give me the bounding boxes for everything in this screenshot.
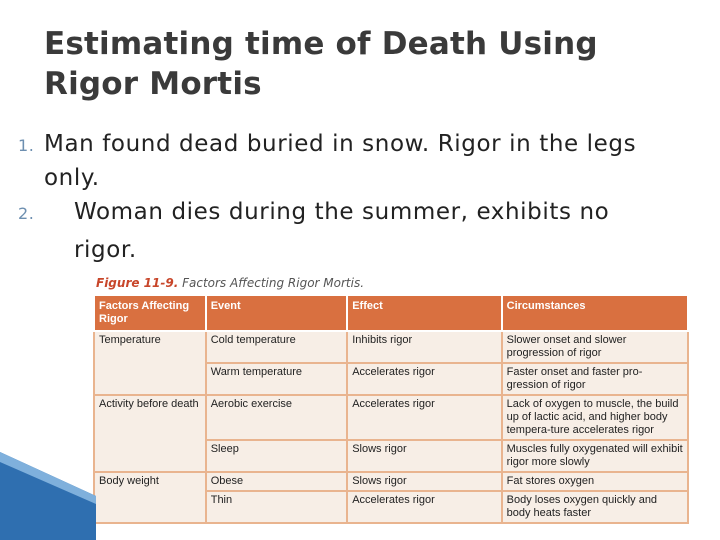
list-item [18,196,708,266]
table-row [94,331,688,363]
event-cell: Aerobic exercise [206,395,348,440]
list-item [18,128,708,194]
figure-label: Figure 11-9. [96,276,179,290]
column-header: Event [206,295,348,331]
effect-cell: Inhibits rigor [347,331,501,363]
column-header: Effect [347,295,501,331]
slide-title [44,24,684,104]
list-item-text: Woman dies during the summer, exhibits no [74,199,610,225]
figure-caption-text: Factors Affecting Rigor Mortis. [182,276,365,290]
factor-cell: Temperature [94,331,206,395]
circumstances-cell: Faster onset and faster pro-gression of rigor [502,363,688,395]
table-row [94,472,688,491]
circumstances-cell: Slower onset and slower progression of rigor [502,331,688,363]
event-cell: Obese [206,472,348,491]
effect-cell: Accelerates rigor [347,363,501,395]
list-item-text-cont: only. [44,165,100,191]
circumstances-cell: Body loses oxygen quickly and body heats faster [502,491,688,523]
effect-cell: Slows rigor [347,440,501,472]
circumstances-cell: Lack of oxygen to muscle, the build up of lactic acid, and higher body tempera-ture accelerates rigor [502,395,688,440]
effect-cell: Accelerates rigor [347,395,501,440]
figure-caption [96,276,364,290]
factor-cell: Body weight [94,472,206,523]
column-header: Factors Affecting Rigor [94,295,206,331]
slide-title-line2: Rigor Mortis [44,66,262,102]
column-header: Circumstances [502,295,688,331]
event-cell: Cold temperature [206,331,348,363]
list-item-text: Man found dead buried in snow. Rigor in the legs [44,131,637,157]
decorative-corner-shape [0,452,96,540]
effect-cell: Slows rigor [347,472,501,491]
list-number: 1. [18,136,35,155]
list-item-text-cont: rigor. [74,237,137,263]
event-cell: Sleep [206,440,348,472]
rigor-factors-table [93,294,689,524]
event-cell: Warm temperature [206,363,348,395]
list-number: 2. [18,204,35,223]
event-cell: Thin [206,491,348,523]
table-row [94,395,688,440]
circumstances-cell: Muscles fully oxygenated will exhibit rigor more slowly [502,440,688,472]
table-header-row [94,295,688,331]
factor-cell: Activity before death [94,395,206,472]
circumstances-cell: Fat stores oxygen [502,472,688,491]
effect-cell: Accelerates rigor [347,491,501,523]
question-list [18,128,708,266]
slide-title-line1: Estimating time of Death Using [44,26,598,62]
